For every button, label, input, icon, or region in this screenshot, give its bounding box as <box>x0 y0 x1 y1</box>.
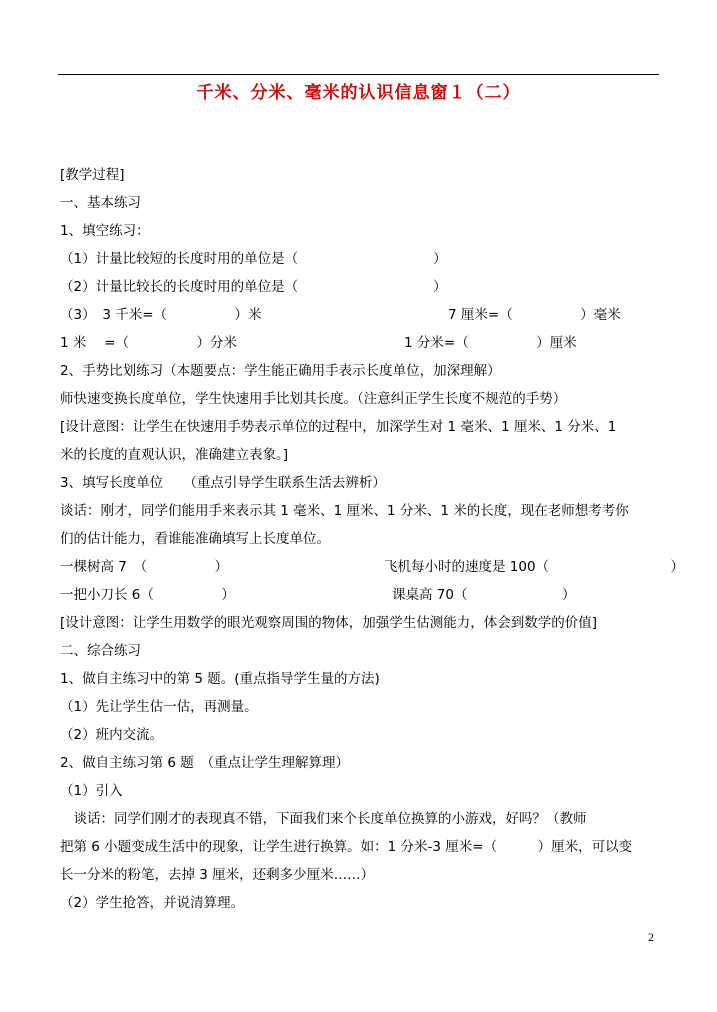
dialogue-2-end: 长一分米的粉笔，去掉 3 厘米，还剩多少厘米……） <box>60 867 375 883</box>
question-3c: 1 米 =（ ）分米 <box>60 335 237 351</box>
unit-question-tree: 一棵树高 7 （ ） <box>60 559 229 575</box>
item-fill-blank: 1、填空练习： <box>60 223 150 239</box>
item-fill-unit: 3、填写长度单位 （重点引导学生联系生活去辨析） <box>60 475 386 491</box>
heading-basic-practice: 一、基本练习 <box>60 195 141 211</box>
heading-comprehensive: 二、综合练习 <box>60 643 141 659</box>
design-intent-2: [设计意图：让学生用数学的眼光观察周围的物体，加强学生估测能力，体会到数学的价值] <box>60 615 598 631</box>
question-3a: （3） 3 千米=（ ）米 <box>60 307 262 323</box>
step-estimate: （1）先让学生估一估，再测量。 <box>60 699 258 715</box>
dialogue-1: 谈话：刚才，同学们能用手来表示其 1 毫米、1 厘米、1 分米、1 米的长度，现在老师想考考你 <box>60 503 629 519</box>
unit-question-plane: 飞机每小时的速度是 100（ ） <box>384 559 685 575</box>
unit-question-knife: 一把小刀长 6（ ） <box>60 587 235 603</box>
paragraph-line: 师快速变换长度单位，学生快速用手比划其长度。（注意纠正学生长度不规范的手势） <box>60 391 567 407</box>
page-number: 2 <box>648 930 654 944</box>
question-1: （1）计量比较短的长度时用的单位是（ ） <box>60 251 447 267</box>
question-3b: 7 厘米=（ ）毫米 <box>448 307 621 323</box>
item-exercise-6: 2、做自主练习第 6 题 （重点让学生理解算理） <box>60 755 350 771</box>
header-rule <box>58 74 659 75</box>
page-title: 千米、分米、毫米的认识信息窗１（二） <box>196 83 521 103</box>
item-exercise-5: 1、做自主练习中的第 5 题。(重点指导学生量的方法) <box>60 671 380 687</box>
step-exchange: （2）班内交流。 <box>60 727 164 743</box>
dialogue-2: 谈话：同学们刚才的表现真不错，下面我们来个长度单位换算的小游戏，好吗？（教师 <box>60 811 587 827</box>
design-intent-1-cont: 米的长度的直观认识，准确建立表象。] <box>60 447 289 463</box>
dialogue-1-cont: 们的估计能力，看谁能准确填写上长度单位。 <box>60 531 330 547</box>
step-intro: （1）引入 <box>60 783 123 799</box>
question-2: （2）计量比较长的长度时用的单位是（ ） <box>60 279 447 295</box>
dialogue-2-cont: 把第 6 小题变成生活中的现象，让学生进行换算。如：1 分米-3 厘米=（ ）厘米，可以变 <box>60 839 633 855</box>
question-3d: 1 分米=（ ）厘米 <box>404 335 577 351</box>
step-quick-answer: （2）学生抢答，并说清算理。 <box>60 895 245 911</box>
design-intent-1: [设计意图：让学生在快速用手势表示单位的过程中，加深学生对 1 毫米、1 厘米、1 分米、1 <box>60 419 617 435</box>
item-gesture: 2、手势比划练习（本题要点：学生能正确用手表示长度单位，加深理解） <box>60 363 501 379</box>
unit-question-desk: 课桌高 70（ ） <box>392 587 576 603</box>
section-label: [教学过程] <box>60 167 125 183</box>
